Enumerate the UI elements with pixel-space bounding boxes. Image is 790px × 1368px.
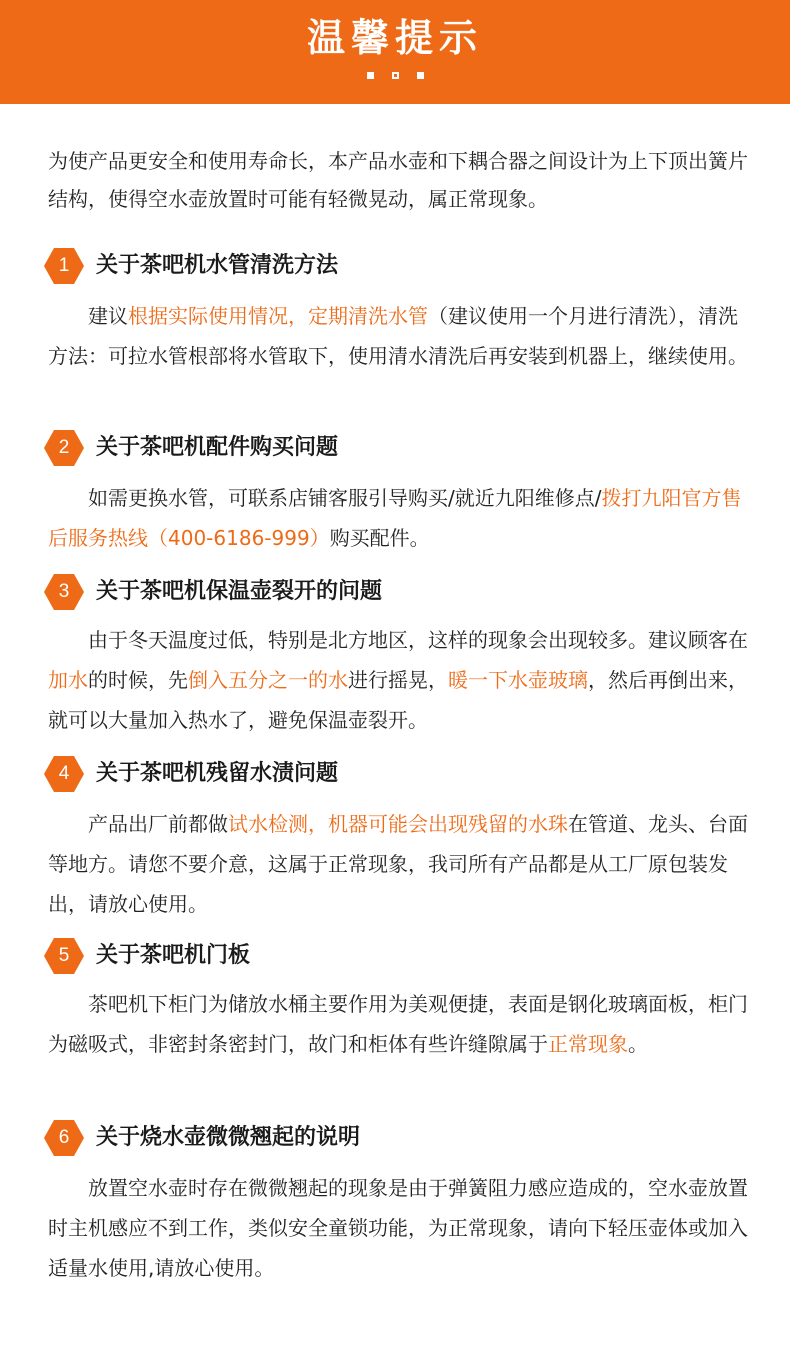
section-number: 6: [58, 1127, 70, 1148]
body-text: （建议使用一个月进行清洗），清洗方法：可拉水管根部将水管取下，使用清水清洗后再安装到机器上，继续使用。: [48, 304, 748, 368]
section-6-heading: [44, 1118, 764, 1158]
section-number: 1: [58, 255, 70, 276]
body-text: 产品出厂前都做: [88, 812, 228, 836]
section-4-body: [48, 804, 748, 924]
section-5-body: [48, 984, 748, 1064]
highlighted-text: 正常现象: [548, 1032, 628, 1056]
page-title: 温馨提示: [306, 16, 483, 60]
hexagon-number-badge-icon: [44, 1120, 84, 1156]
hexagon-number-badge-icon: [44, 574, 84, 610]
hollow-square-dot-icon: [392, 72, 399, 79]
section-number: 2: [58, 437, 70, 458]
square-dot-icon: [367, 72, 374, 79]
section-3-heading: [44, 572, 764, 612]
section-3-body: [48, 620, 748, 740]
intro-paragraph: 为使产品更安全和使用寿命长，本产品水壶和下耦合器之间设计为上下顶出簧片结构，使得空水壶放置时可能有轻微晃动，属正常现象。: [48, 149, 748, 211]
highlighted-text: 加水: [48, 668, 88, 692]
hexagon-number-badge-icon: [44, 756, 84, 792]
hexagon-number-badge-icon: [44, 248, 84, 284]
body-text: 的时候，先: [88, 668, 188, 692]
section-1-body: [48, 296, 748, 376]
section-6-body: [48, 1168, 748, 1288]
highlighted-text: 根据实际使用情况，定期清洗水管: [128, 304, 428, 328]
section-4-heading: [44, 754, 764, 794]
section-1-heading: [44, 246, 764, 286]
highlighted-text: 暖一下水壶玻璃: [448, 668, 588, 692]
body-text: ，然后再倒出来，就可以大量加入热水了，避免保温壶裂开。: [48, 668, 748, 732]
body-text: 。: [628, 1032, 648, 1056]
body-text: 购买配件。: [329, 526, 430, 550]
hexagon-number-badge-icon: [44, 430, 84, 466]
highlighted-text: 倒入五分之一的水: [188, 668, 348, 692]
header-banner: [0, 0, 790, 104]
section-title: 关于茶吧机水管清洗方法: [96, 253, 339, 278]
section-title: 关于茶吧机配件购买问题: [96, 435, 339, 460]
section-2-body: [48, 478, 748, 558]
section-number: 5: [58, 945, 70, 966]
section-number: 3: [58, 581, 70, 602]
square-dot-icon: [417, 72, 424, 79]
section-title: 关于茶吧机门板: [96, 943, 251, 968]
body-text: 如需更换水管，可联系店铺客服引导购买/就近九阳维修点/: [88, 486, 602, 510]
body-text: 进行摇晃，: [348, 668, 448, 692]
body-text: 放置空水壶时存在微微翘起的现象是由于弹簧阻力感应造成的，空水壶放置时主机感应不到工作，类似安全童锁功能，为正常现象，请向下轻压壶体或加入适量水使用,请放心使用。: [48, 1176, 748, 1280]
section-title: 关于茶吧机保温壶裂开的问题: [96, 579, 383, 604]
hexagon-number-badge-icon: [44, 938, 84, 974]
body-text: 茶吧机下柜门为储放水桶主要作用为美观便捷，表面是钢化玻璃面板，柜门为磁吸式，非密封条密封门，故门和柜体有些许缝隙属于: [48, 992, 748, 1056]
section-number: 4: [58, 763, 70, 784]
body-text: 由于冬天温度过低，特别是北方地区，这样的现象会出现较多。建议顾客在: [88, 628, 748, 652]
section-title: 关于烧水壶微微翘起的说明: [96, 1125, 361, 1150]
section-title: 关于茶吧机残留水渍问题: [96, 761, 339, 786]
highlighted-text: 试水检测，机器可能会出现残留的水珠: [228, 812, 568, 836]
body-text: 建议: [88, 304, 128, 328]
highlighted-text: 拨打九阳官方售后服务热线（400-6186-999）: [48, 486, 742, 550]
section-5-heading: [44, 936, 764, 976]
body-text: 在管道、龙头、台面等地方。请您不要介意，这属于正常现象，我司所有产品都是从工厂原包装发出，请放心使用。: [48, 812, 748, 916]
section-2-heading: [44, 428, 764, 468]
header-dots-decoration: [0, 72, 790, 79]
